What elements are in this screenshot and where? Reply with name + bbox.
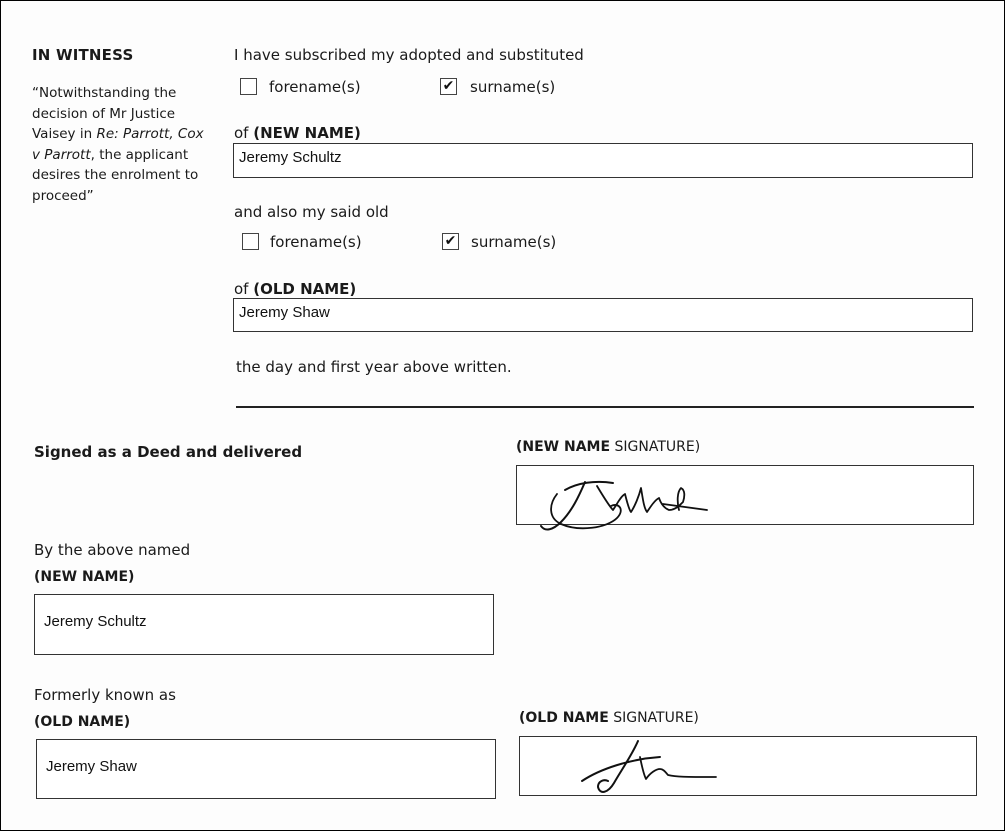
of-prefix-old: of <box>234 280 254 298</box>
signed-new-name-field[interactable] <box>34 594 494 655</box>
adopted-surname-checkbox[interactable] <box>440 78 457 95</box>
old-forename-label: forename(s) <box>270 233 362 251</box>
old-sig-label-rest: SIGNATURE) <box>608 710 699 726</box>
quote-text-end: , the applicant desires the enrolment to proceed” <box>32 146 199 204</box>
old-name-caption-label: (OLD NAME) <box>253 280 357 298</box>
old-surname-checkbox[interactable] <box>442 233 459 250</box>
new-name-caption-label: (NEW NAME) <box>253 124 361 142</box>
adopted-intro-text: I have subscribed my adopted and substituted <box>234 46 584 64</box>
old-forename-checkbox[interactable] <box>242 233 259 250</box>
adopted-surname-label: surname(s) <box>470 78 556 96</box>
old-sig-label-bold: (OLD NAME <box>519 710 609 726</box>
of-prefix: of <box>234 124 254 142</box>
old-name-caption <box>234 280 356 298</box>
signed-old-name-label: (OLD NAME) <box>34 714 131 730</box>
by-above-named-text: By the above named <box>34 541 191 559</box>
adopted-forename-label: forename(s) <box>269 78 361 96</box>
signed-new-name-label: (NEW NAME) <box>34 569 135 585</box>
new-name-field[interactable] <box>233 143 973 178</box>
new-name-signature-box[interactable] <box>516 465 974 525</box>
in-witness-heading: IN WITNESS <box>32 46 134 64</box>
signed-deed-heading: Signed as a Deed and delivered <box>34 443 303 461</box>
old-name-field-value: Jeremy Shaw <box>239 304 330 321</box>
new-name-signature-label <box>516 439 700 455</box>
old-surname-label: surname(s) <box>471 233 557 251</box>
adopted-surname-check-icon: ✔ <box>442 78 455 94</box>
new-sig-label-rest: SIGNATURE) <box>610 439 701 455</box>
closing-text: the day and first year above written. <box>236 358 512 376</box>
adopted-forename-checkbox[interactable] <box>240 78 257 95</box>
new-name-signature-image <box>517 466 973 546</box>
old-name-signature-label <box>519 710 699 726</box>
new-name-caption <box>234 124 361 142</box>
signature-divider <box>236 406 974 408</box>
signed-old-name-value: Jeremy Shaw <box>46 758 137 775</box>
witness-quote <box>32 83 212 206</box>
old-name-field[interactable] <box>233 298 973 332</box>
old-intro-text: and also my said old <box>234 203 389 221</box>
formerly-known-text: Formerly known as <box>34 686 176 704</box>
old-name-signature-image <box>520 737 976 797</box>
old-name-signature-box[interactable] <box>519 736 977 796</box>
signed-new-name-value: Jeremy Schultz <box>44 613 147 630</box>
quote-case-name: Re: Parrott, Cox v Parrott <box>32 126 204 163</box>
old-surname-check-icon: ✔ <box>444 233 457 249</box>
quote-text-start: “Notwithstanding the decision of Mr Justice Vaisey in <box>32 85 177 142</box>
new-sig-label-bold: (NEW NAME <box>516 439 611 455</box>
new-name-field-value: Jeremy Schultz <box>239 149 342 166</box>
signed-old-name-field[interactable] <box>36 739 496 799</box>
